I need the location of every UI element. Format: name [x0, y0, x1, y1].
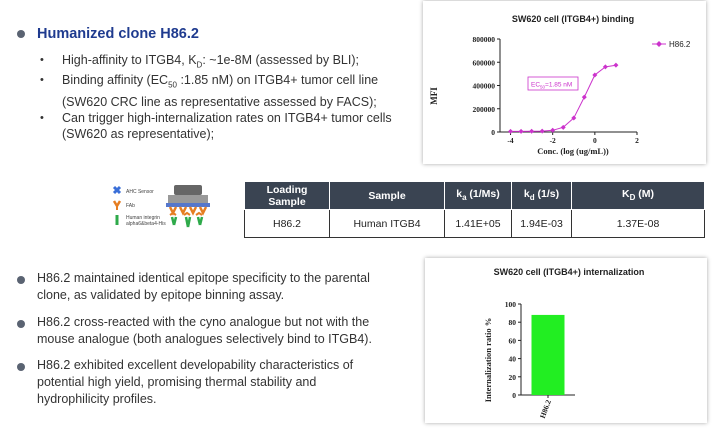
binding-xlabel: Conc. (log (ug/mL)): [537, 146, 609, 156]
internalization-chart: [425, 258, 707, 423]
binding-x-tick-label: 0: [592, 136, 597, 145]
intern-y-tick-label: 40: [508, 354, 516, 364]
intern-y-tick-label: 0: [512, 391, 516, 400]
binding-chart: [423, 1, 706, 164]
cell-loading-sample: H86.2: [245, 210, 330, 238]
binding-ylabel: MFI: [429, 87, 439, 105]
intern-y-tick-label: 100: [504, 300, 516, 309]
binding-series-line: [511, 65, 616, 131]
kinetics-table: [244, 181, 705, 238]
binding-y-tick-label: 0: [491, 128, 495, 137]
ec50-annotation: [528, 77, 578, 90]
sub-bullet-marker: •: [40, 112, 44, 124]
table-row: [245, 210, 705, 238]
binding-chart-title: SW620 cell (ITGB4+) binding: [511, 14, 635, 24]
header-loading-sample: Loading Sample: [245, 182, 330, 210]
binding-y-tick-label: 800000: [472, 35, 495, 44]
sub-bullet-marker: •: [40, 54, 44, 66]
header-KD: $K_D$ (M): [572, 182, 705, 210]
binding-chart-panel: [423, 1, 706, 164]
table-header-row: [245, 182, 705, 210]
binding-y-tick-label: 600000: [472, 58, 495, 68]
bullet-cross-reactivity: H86.2 cross-reacted with the cyno analogue but not with the mouse analogue (both analogues selectively bind to ITGB4).: [37, 315, 372, 346]
binding-data-point: [508, 129, 513, 134]
binding-x-tick-label: -2: [549, 136, 556, 145]
intern-y-tick-label: 80: [508, 318, 516, 328]
intern-x-tick-label: H86.2: [537, 398, 553, 420]
legend-fab: FAb: [126, 203, 135, 209]
binding-data-point: [613, 63, 618, 68]
sensor-tip-icon: [166, 185, 210, 227]
bullet-internalization: Can trigger high-internalization rates on ITGB4+ tumor cells (SW620 as representative);: [62, 111, 392, 141]
binding-x-tick-label: 2: [635, 136, 639, 145]
bullet-affinity: High-affinity to ITGB4, $K_D$: ~1e-8M (assessed by BLI);: [62, 53, 359, 70]
sub-bullet-marker: •: [40, 74, 44, 86]
binding-data-point: [582, 95, 587, 100]
binding-data-point: [540, 129, 545, 134]
bullet-developability: H86.2 exhibited excellent developability characteristics of potential high yield, promising thermal stability and hydrophilicity profiles.: [37, 358, 354, 406]
intern-y-tick-label: 20: [508, 372, 516, 382]
intern-ylabel: Internalization ratio %: [483, 317, 493, 403]
legend-alpha-beta: alpha6&beta4-His: [126, 221, 166, 227]
header-sample: Sample: [330, 182, 445, 210]
fab-icon: [114, 201, 120, 210]
ahc-sensor-icon: [114, 187, 120, 193]
cell-ka: 1.41E+05: [445, 210, 512, 238]
binding-x-tick-label: -4: [507, 136, 514, 145]
legend-ahc-sensor: AHC Sensor: [126, 189, 154, 195]
binding-y-tick-label: 400000: [472, 81, 495, 91]
header-kd: $k_d$ (1/s): [512, 182, 572, 210]
header-ka: $k_a$ (1/Ms): [445, 182, 512, 210]
binding-legend-label: H86.2: [669, 40, 691, 49]
intern-y-tick-label: 60: [508, 336, 516, 346]
intern-chart-title: SW620 cell (ITGB4+) internalization: [493, 267, 645, 277]
bullet-binding: Binding affinity ($EC_{50}$ :1.85 nM) on ITGB4+ tumor cell line (SW620 CRC line as representative assessed by FACS);: [62, 73, 379, 109]
bottom-bullet-dot: [17, 363, 25, 371]
binding-data-point: [519, 129, 524, 134]
bullet-epitope: H86.2 maintained identical epitope specificity to the parental clone, as validated by epitope binning assay.: [37, 271, 370, 302]
legend-integrin: Human integrin: [126, 215, 160, 221]
binding-y-tick-label: 200000: [472, 104, 495, 114]
bli-diagram-svg: [106, 181, 216, 239]
svg-text:EC50=1.85 nM: $EC_{50}=1.85$ nM: [531, 81, 573, 90]
bottom-bullet-dot: [17, 276, 25, 284]
cell-sample: Human ITGB4: [330, 210, 445, 238]
internalization-chart-panel: [425, 258, 707, 423]
bli-diagram: [106, 181, 216, 239]
bottom-bullet-dot: [17, 320, 25, 328]
binding-legend: [652, 40, 691, 49]
cell-kd: 1.94E-03: [512, 210, 572, 238]
binding-data-point: [529, 129, 534, 134]
section-bullet-dot: [17, 30, 25, 38]
cell-KD: 1.37E-08: [572, 210, 705, 238]
intern-bar: [532, 315, 565, 395]
page-title: Humanized clone H86.2: [37, 26, 199, 42]
